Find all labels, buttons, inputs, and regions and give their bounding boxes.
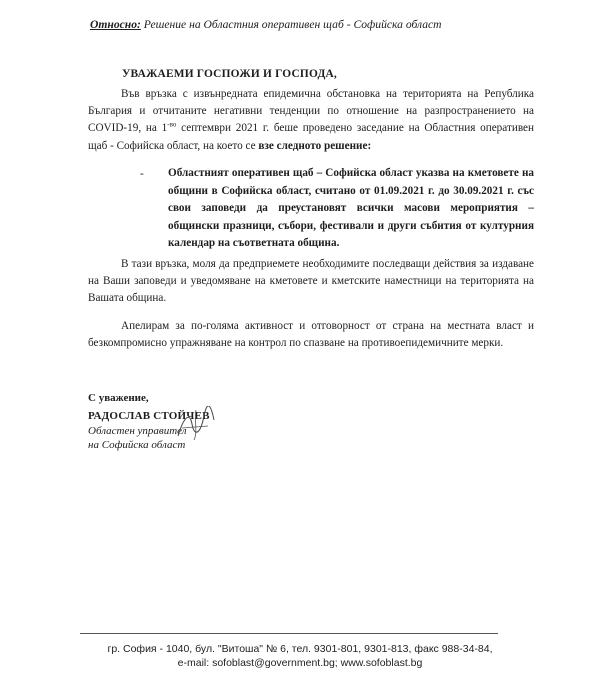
intro-bold-end: взе следното решение:: [258, 139, 372, 152]
subject-text: Решение на Областния оперативен щаб - Софийска област: [143, 18, 442, 31]
footer-address: гр. София - 1040, бул. "Витоша" № 6, тел. 9301-801, 9301-813, факс 988-34-84,: [107, 643, 493, 655]
signature-title: Областен управител: [88, 425, 187, 437]
handwritten-signature-icon: [176, 406, 216, 442]
greeting: УВАЖАЕМИ ГОСПОЖИ И ГОСПОДА,: [122, 68, 337, 80]
signature-closing: С уважение,: [88, 392, 149, 404]
intro-text-2: септември 2021 г. беше проведено заседание на Областния оперативен щаб - Софийска област, на което се: [88, 122, 534, 152]
decision-text: Областният оперативен щаб – Софийска област указва на кметовете на общини в Софийска област, считано от 01.09.2021 г. до 30.09.2021 г. със свои заповеди да преустановят всички масови мероприятия – общински празници, събори, фестивали и други събития от културния календар на съответната община.: [168, 167, 534, 250]
footer-contact: e-mail: sofoblast@government.bg; www.sofoblast.bg: [177, 657, 423, 669]
intro-text-1: Във връзка с извънредната епидемична обстановка на територията на Република България и отчитаните негативни тенденции по отношение на разпространението на COVID-19, на 1: [88, 88, 534, 135]
subject-label: Относно:: [90, 18, 141, 31]
intro-paragraph: [88, 86, 534, 155]
footer-divider: [80, 633, 498, 634]
paragraph-2: В тази връзка, моля да предприемете необходимите последващи действия за издаване на Ваши заповеди и уведомяване на кметовете и кметските наместници на територията на Вашата община.: [88, 258, 534, 305]
decision-dash: -: [140, 168, 144, 180]
paragraph-3: Апелирам за по-голяма активност и отговорност от страна на местната власт и безкомпромисно упражняване на контрол по спазване на противоепидемичните мерки.: [88, 320, 534, 350]
intro-superscript: -во: [167, 120, 177, 129]
signature-org: на Софийска област: [88, 439, 186, 451]
signature-name: РАДОСЛАВ СТОЙЧЕВ: [88, 410, 210, 422]
subject-line: [90, 18, 442, 31]
